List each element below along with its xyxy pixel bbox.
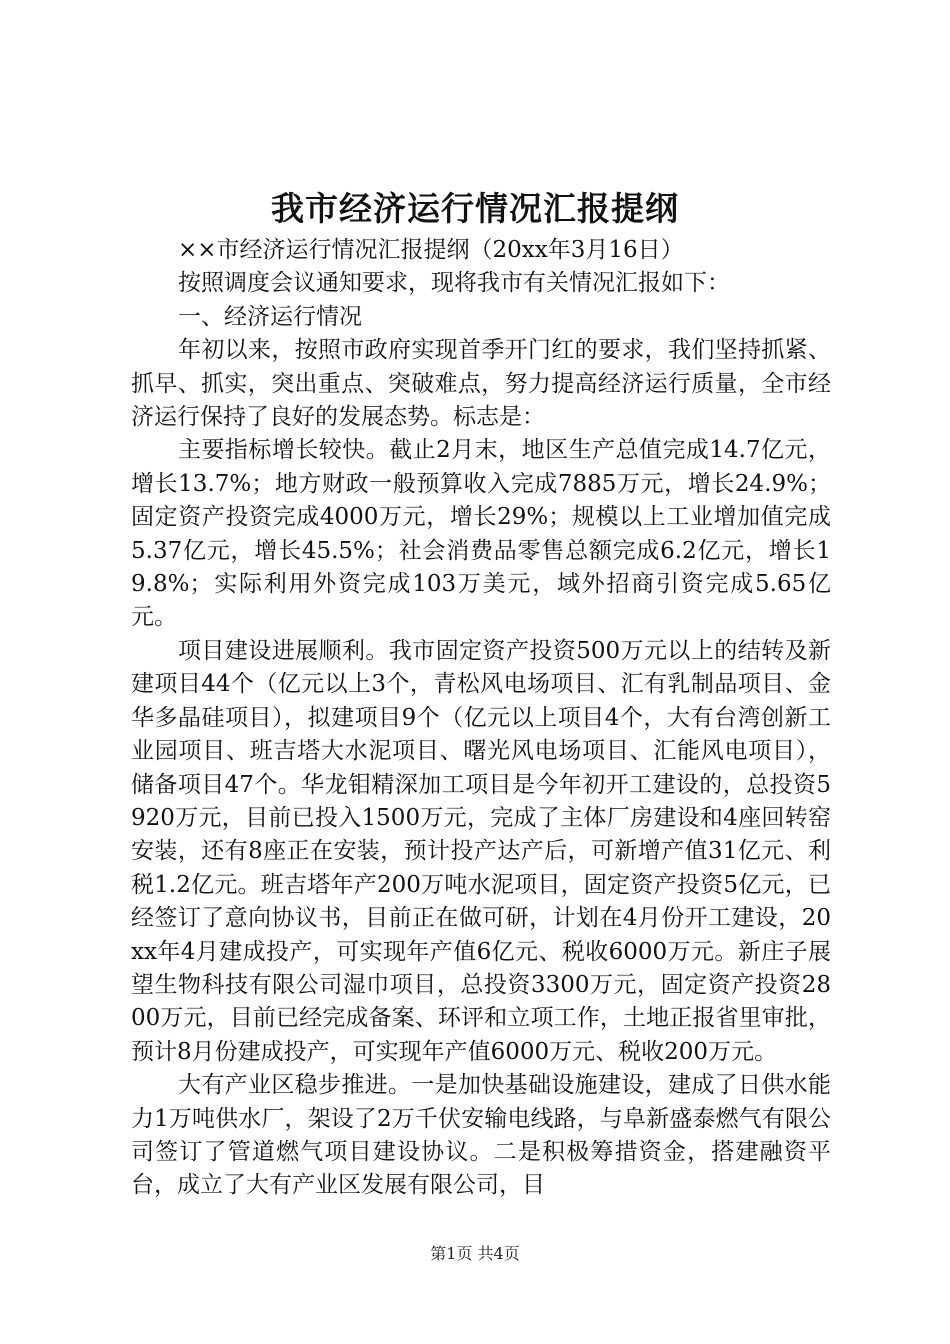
paragraph-indicators: 主要指标增长较快。截止2月末，地区生产总值完成14.7亿元，增长13.7%；地方财政一般预算收入完成7885万元，增长24.9%；固定资产投资完成4000万元，增长29%；规模以上工业增加值完成5.37亿元，增长45.5%；社会消费品零售总额完成6.2亿元，增长19.8%；实际利用外资完成103万美元，域外招商引资完成5.65亿元。 [131,437,831,631]
paragraph-industrial-zone: 大有产业区稳步推进。一是加快基础设施建设，建成了日供水能力1万吨供水厂，架设了2万千伏安输电线路，与阜新盛泰燃气有限公司签订了管道燃气项目建设协议。二是积极筹措资金，搭建融资平台，成立了大有产业区发展有限公司，目 [131,1072,831,1199]
paragraph-subtitle: ××市经济运行情况汇报提纲（20xx年3月16日） [178,237,684,263]
document-title: 我市经济运行情况汇报提纲 [271,189,679,228]
paragraph-projects: 项目建设进展顺利。我市固定资产投资500万元以上的结转及新建项目44个（亿元以上3个，青松风电场项目、汇有乳制品项目、金华多晶硅项目），拟建项目9个（亿元以上项目4个，大有台湾创新工业园项目、班吉塔大水泥项目、曙光风电场项目、汇能风电项目），储备项目47个。华龙钼精深加工项目是今年初开工建设的，总投资5920万元，目前已投入1500万元，完成了主体厂房建设和4座回转窑安装，还有8座正在安装，预计投产达产后，可新增产值31亿元、利税1.2亿元。班吉塔年产200万吨水泥项目，固定资产投资5亿元，已经签订了意向协议书，目前正在做可研，计划在4月份开工建设，20xx年4月建成投产，可实现年产值6亿元、税收6000万元。新庄子展望生物科技有限公司湿巾项目，总投资3300万元，固定资产投资2800万元，目前已经完成备案、环评和立项工作，土地正报省里审批，预计8月份建成投产，可实现年产值6000万元、税收200万元。 [131,637,831,1065]
document-body [131,234,831,1203]
paragraph-overview: 年初以来，按照市政府实现首季开门红的要求，我们坚持抓紧、抓早、抓实，突出重点、突破难点，努力提高经济运行质量，全市经济运行保持了良好的发展态势。标志是： [131,337,831,431]
page-footer: 第1页 共4页 [430,1244,520,1263]
section-heading: 一、经济运行情况 [178,303,362,330]
paragraph-intro: 按照调度会议通知要求，现将我市有关情况汇报如下： [178,270,730,297]
